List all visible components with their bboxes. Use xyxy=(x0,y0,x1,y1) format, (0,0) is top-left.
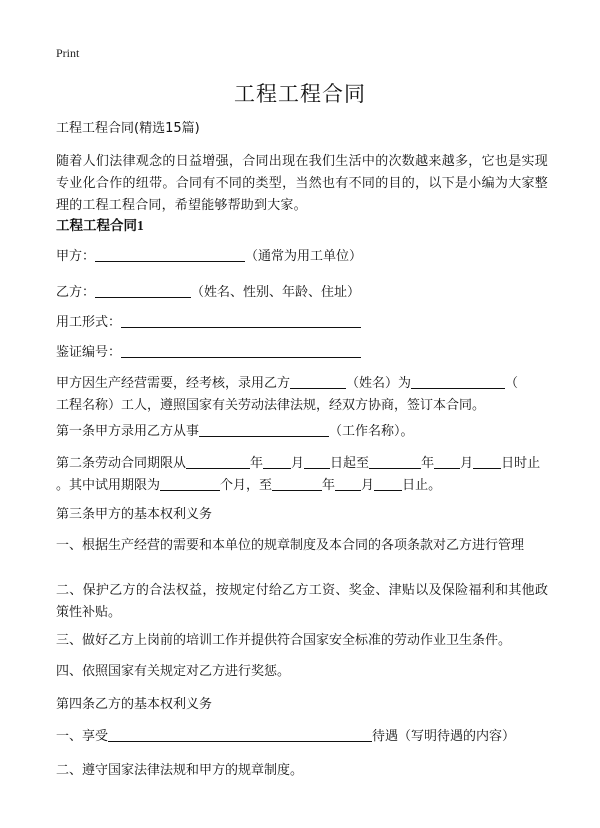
article-2-line-1 xyxy=(56,453,548,475)
art2-end: 。其中试用期限为 xyxy=(56,478,161,493)
art2-year-1: 年 xyxy=(250,456,264,471)
article-3-item-1: 一、根据生产经营的需要和本单位的规章制度及本合同的各项条款对乙方进行管理 xyxy=(56,538,525,553)
art4-1-text-a: 一、享受 xyxy=(56,729,109,744)
end-year-blank xyxy=(369,454,421,469)
hire-text-4: 工程名称）工人，遵照国家有关劳动法律法规，经双方协商，签订本合同。 xyxy=(56,398,486,413)
intro-paragraph: 随着人们法律观念的日益增强，合同出现在我们生活中的次数越来越多，它也是实现专业化合作的纽带。合同有不同的类型，当然也有不同的目的，以下是小编为大家整理的工程工程合同，希望能够帮助到大家。 xyxy=(56,154,548,213)
employment-form-line xyxy=(56,312,548,334)
document-subtitle xyxy=(56,118,548,140)
article-2-line-2 xyxy=(56,475,548,497)
section-heading: 工程工程合同1 xyxy=(56,218,144,233)
article-3-item-3: 三、做好乙方上岗前的培训工作并提供符合国家安全标准的劳动作业卫生条件。 xyxy=(56,633,512,648)
article-1 xyxy=(56,421,548,443)
art2-months: 个月，至 xyxy=(220,478,273,493)
art4-1-text-b: 待遇（写明待遇的内容） xyxy=(372,729,516,744)
employment-form-label: 用工形式： xyxy=(56,315,122,330)
subtitle-text: 工程工程合同(精选15篇) xyxy=(56,121,200,136)
art1-text-a: 第一条甲方录用乙方从事 xyxy=(56,424,200,439)
party-a-blank xyxy=(95,247,245,262)
party-a-note: （通常为用工单位） xyxy=(245,249,363,264)
art2-day-from: 日起至 xyxy=(330,456,370,471)
probation-year-blank xyxy=(272,476,322,491)
cert-no-line xyxy=(56,342,548,364)
art2-text-a: 第二条劳动合同期限从 xyxy=(56,456,187,471)
article-3-heading: 第三条甲方的基本权利义务 xyxy=(56,507,213,522)
party-a-line xyxy=(56,246,548,268)
start-day-blank xyxy=(304,454,330,469)
article-4-item-1 xyxy=(56,726,548,748)
probation-day-blank xyxy=(374,476,402,491)
hire-text-3: （ xyxy=(505,376,519,391)
end-day-blank xyxy=(473,454,501,469)
end-month-blank xyxy=(434,454,460,469)
art2-year-2: 年 xyxy=(421,456,435,471)
hire-project-blank xyxy=(411,374,505,389)
party-b-line xyxy=(56,282,548,304)
print-link[interactable]: Print xyxy=(56,46,80,60)
art2-month-1: 月 xyxy=(291,456,305,471)
art2-month-2: 月 xyxy=(460,456,474,471)
article-3-item-4: 四、依照国家有关规定对乙方进行奖惩。 xyxy=(56,664,291,679)
art1-text-b: （工作名称）。 xyxy=(329,424,414,439)
hire-paragraph-line-1 xyxy=(56,373,548,395)
hire-paragraph-line-2 xyxy=(56,395,548,417)
party-b-label: 乙方： xyxy=(56,285,96,300)
party-b-blank xyxy=(95,283,191,298)
cert-no-blank xyxy=(121,343,361,358)
benefits-blank xyxy=(108,727,372,742)
cert-no-label: 鉴证编号： xyxy=(56,345,122,360)
party-b-note: （姓名、性别、年龄、住址） xyxy=(191,285,361,300)
party-a-label: 甲方： xyxy=(56,249,96,264)
art2-day-to: 日时止 xyxy=(501,456,541,471)
article-3-item-2: 二、保护乙方的合法权益，按规定付给乙方工资、奖金、津贴以及保险福利和其他政策性补贴。 xyxy=(56,583,548,620)
art2-year-3: 年 xyxy=(322,478,336,493)
start-year-blank xyxy=(186,454,250,469)
hire-text-1: 甲方因生产经营需要，经考核，录用乙方 xyxy=(56,376,291,391)
article-4-heading: 第四条乙方的基本权利义务 xyxy=(56,697,213,712)
employment-form-blank xyxy=(121,313,361,328)
document-title: 工程工程合同 xyxy=(234,82,366,106)
art2-day-stop: 日止。 xyxy=(402,478,442,493)
work-title-blank xyxy=(199,422,329,437)
art2-month-3: 月 xyxy=(361,478,375,493)
article-4-item-2: 二、遵守国家法律法规和甲方的规章制度。 xyxy=(56,763,304,778)
hire-name-blank xyxy=(290,374,346,389)
start-month-blank xyxy=(263,454,291,469)
probation-month-blank xyxy=(335,476,361,491)
hire-text-2: （姓名）为 xyxy=(346,376,412,391)
probation-months-blank xyxy=(160,476,220,491)
